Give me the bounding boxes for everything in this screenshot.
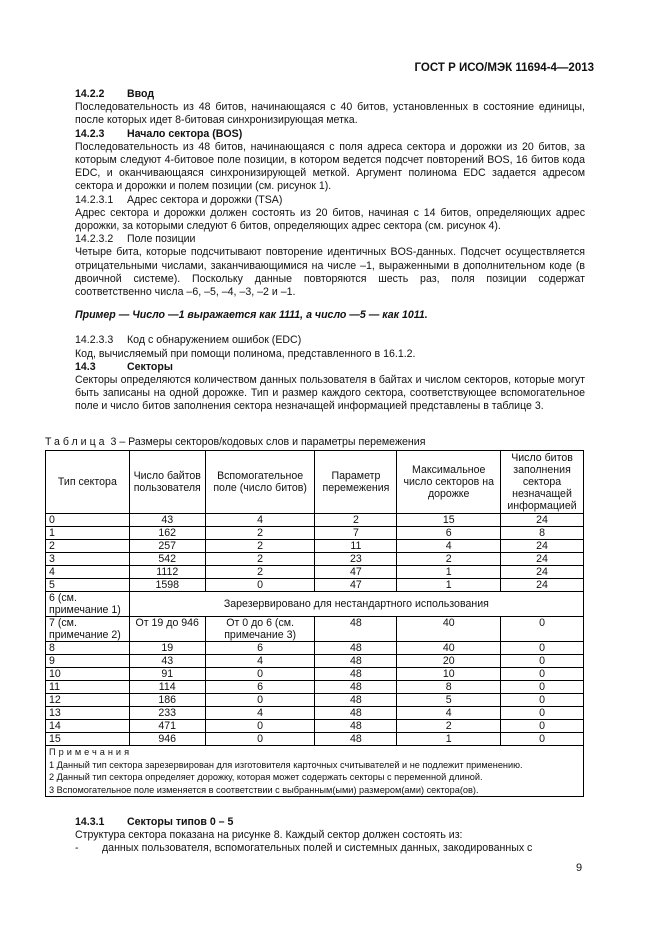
note-item: 1 Данный тип сектора зарезервирован для изготовителя карточных считывателей и не подлежит применению. <box>49 759 523 770</box>
table-cell: 2 <box>46 540 130 553</box>
table-cell: 3 <box>46 553 130 566</box>
section-title: Начало сектора (BOS) <box>127 127 243 140</box>
table-cell: 2 <box>397 720 501 733</box>
section-number: 14.2.3.1 <box>75 193 114 206</box>
table-cell: 6 <box>397 527 501 540</box>
table-cell: 186 <box>129 694 205 707</box>
section-title: Код с обнаружением ошибок (EDC) <box>127 334 302 347</box>
column-header: Число битов заполнения сектора незначащей информацией <box>501 451 584 514</box>
table-row <box>46 592 584 617</box>
section-number: 14.3 <box>75 360 96 373</box>
subsection-heading <box>75 233 585 246</box>
table-cell: 0 <box>205 720 315 733</box>
table-cell: 1 <box>46 527 130 540</box>
table-row <box>46 733 584 746</box>
paragraph: Адрес сектора и дорожки должен состоять из 20 битов, начиная с 14 битов, определяющих адрес дорожки, за которыми следуют 6 битов, определяющих адрес сектора (см. рисунок 4). <box>75 206 585 233</box>
table-cell: 43 <box>129 514 205 527</box>
main-text <box>75 88 585 414</box>
table-cell: 4 <box>46 566 130 579</box>
list-bullet: - <box>75 842 79 855</box>
table-cell: 24 <box>501 579 584 592</box>
table-cell: 0 <box>205 668 315 681</box>
table-cell: 23 <box>315 553 397 566</box>
table-cell: 48 <box>315 642 397 655</box>
table-cell: 8 <box>397 681 501 694</box>
table-cell: 0 <box>501 681 584 694</box>
table-cell: 10 <box>46 668 130 681</box>
subsection-heading <box>75 194 585 207</box>
table-cell: 5 <box>46 579 130 592</box>
table-cell: 48 <box>315 681 397 694</box>
table-cell: 6 <box>205 681 315 694</box>
table-cell: 1112 <box>129 566 205 579</box>
section-title: Ввод <box>127 88 155 100</box>
table-cell: 48 <box>315 668 397 681</box>
table-cell: 24 <box>501 514 584 527</box>
section-heading <box>75 361 585 374</box>
table-cell: 8 <box>46 642 130 655</box>
table-caption-text: 3 – Размеры секторов/кодовых слов и параметры перемежения <box>110 436 426 448</box>
table-cell: 4 <box>397 707 501 720</box>
table-cell: 40 <box>397 617 501 642</box>
table-cell: 0 <box>501 655 584 668</box>
table-cell: 0 <box>501 694 584 707</box>
table-cell: 8 <box>501 527 584 540</box>
table-cell: 7 <box>315 527 397 540</box>
column-header: Параметр перемежения <box>315 451 397 514</box>
table-row <box>46 707 584 720</box>
table-cell: 15 <box>46 733 130 746</box>
column-header: Вспомогательное поле (число битов) <box>205 451 315 514</box>
subsection-heading <box>75 334 585 347</box>
note-item: 2 Данный тип сектора определяет дорожку, которая может содержать секторы с переменной длиной. <box>49 772 483 783</box>
table-row <box>46 720 584 733</box>
table-cell: 2 <box>315 514 397 527</box>
table-cell: 0 <box>501 668 584 681</box>
table-row <box>46 553 584 566</box>
section-title: Секторы <box>127 360 173 373</box>
table-cell: 471 <box>129 720 205 733</box>
table-cell: 6 (см. примечание 1) <box>46 592 130 617</box>
table-row <box>46 694 584 707</box>
table-row <box>46 527 584 540</box>
table-cell: 1 <box>397 733 501 746</box>
table-row <box>46 579 584 592</box>
section-text <box>75 816 585 856</box>
table-cell: 19 <box>129 642 205 655</box>
table-cell: 4 <box>205 707 315 720</box>
table-cell: 162 <box>129 527 205 540</box>
table-cell: От 19 до 946 <box>129 617 205 642</box>
table-cell: 47 <box>315 566 397 579</box>
table-cell: 40 <box>397 642 501 655</box>
table-cell: 1 <box>397 566 501 579</box>
section-heading <box>75 88 585 101</box>
table-cell: 24 <box>501 553 584 566</box>
example-note: Пример — Число —1 выражается как 1111, а число —5 — как 1011. <box>75 309 428 322</box>
table-cell: 48 <box>315 733 397 746</box>
table-cell: 233 <box>129 707 205 720</box>
table-row <box>46 681 584 694</box>
table-cell: 24 <box>501 566 584 579</box>
column-header: Тип сектора <box>46 451 130 514</box>
section-heading <box>75 816 585 829</box>
table-cell: 4 <box>397 540 501 553</box>
section-heading <box>75 128 585 141</box>
table-cell: 14 <box>46 720 130 733</box>
section-title: Адрес сектора и дорожки (TSA) <box>127 193 283 206</box>
paragraph: Структура сектора показана на рисунке 8. Каждый сектор должен состоять из: <box>75 829 463 842</box>
column-header: Число байтов пользователя <box>129 451 205 514</box>
table-cell: 4 <box>205 655 315 668</box>
table-cell: 5 <box>397 694 501 707</box>
table-cell: 257 <box>129 540 205 553</box>
table-cell: 7 (см. примечание 2) <box>46 617 130 642</box>
list-item <box>75 842 585 855</box>
table-cell: 11 <box>46 681 130 694</box>
table-cell: 2 <box>397 553 501 566</box>
table-cell: 0 <box>205 579 315 592</box>
table-cell: От 0 до 6 (см. примечание 3) <box>205 617 315 642</box>
paragraph: Код, вычисляемый при помощи полинома, представленного в 16.1.2. <box>75 347 416 360</box>
table-cell: 0 <box>501 617 584 642</box>
paragraph: Четыре бита, которые подсчитывают повторение идентичных BOS-данных. Подсчет осуществляется отрицательными числами, заканчивающимися на числе –1, выраженными в дополнительном коде (в двоичной системе). Поскольку данные повторяются шесть раз, поля позиции содержат соответственно числа –6, –5, –4, –3, –2 и –1. <box>75 246 585 299</box>
table-cell: 48 <box>315 655 397 668</box>
table-row <box>46 617 584 642</box>
table-cell: 2 <box>205 540 315 553</box>
table-cell: 20 <box>397 655 501 668</box>
table-cell: 12 <box>46 694 130 707</box>
table-cell: 48 <box>315 707 397 720</box>
table-cell: 91 <box>129 668 205 681</box>
table-row <box>46 566 584 579</box>
table-cell: 48 <box>315 617 397 642</box>
table-cell: 48 <box>315 720 397 733</box>
table-row <box>46 668 584 681</box>
table-cell: 43 <box>129 655 205 668</box>
table-cell: 2 <box>205 566 315 579</box>
table-notes <box>46 746 584 797</box>
table-cell: Зарезервировано для нестандартного использования <box>129 592 583 617</box>
list-item-text: данных пользователя, вспомогательных полей и системных данных, закодированных с <box>102 842 533 855</box>
table-cell: 47 <box>315 579 397 592</box>
page-number: 9 <box>576 862 583 874</box>
section-number: 14.2.3 <box>75 127 105 140</box>
table-cell: 0 <box>501 733 584 746</box>
table-cell: 13 <box>46 707 130 720</box>
sector-table <box>45 450 584 797</box>
table-row <box>46 540 584 553</box>
column-header: Максимальное число секторов на дорожке <box>397 451 501 514</box>
table-cell: 1598 <box>129 579 205 592</box>
section-number: 14.2.3.2 <box>75 233 114 246</box>
section-number: 14.2.2 <box>75 88 105 100</box>
table-cell: 4 <box>205 514 315 527</box>
section-title: Секторы типов 0 – 5 <box>127 816 234 828</box>
table-cell: 0 <box>501 707 584 720</box>
table-notes-row <box>46 746 584 797</box>
table-cell: 10 <box>397 668 501 681</box>
table-cell: 946 <box>129 733 205 746</box>
table-cell: 1 <box>397 579 501 592</box>
section-number: 14.3.1 <box>75 816 105 828</box>
table-cell: 0 <box>501 642 584 655</box>
table-cell: 0 <box>205 733 315 746</box>
table-cell: 6 <box>205 642 315 655</box>
notes-title: Примечания <box>49 747 133 757</box>
table-cell: 542 <box>129 553 205 566</box>
table-row <box>46 642 584 655</box>
table-cell: 114 <box>129 681 205 694</box>
note-item: 3 Вспомогательное поле изменяется в соответствии с выбранным(ыми) размером(ами) сектора(ов). <box>49 784 479 795</box>
table-cell: 48 <box>315 694 397 707</box>
paragraph: Секторы определяются количеством данных пользователя в байтах и числом секторов, которые могут быть записаны на одной дорожке. Тип и размер каждого сектора, соответствующее вспомогательное поле и число битов заполнения сектора незначащей информацией представлены в таблице 3. <box>75 374 585 413</box>
section-number: 14.2.3.3 <box>75 334 114 347</box>
document-header: ГОСТ Р ИСО/МЭК 11694-4—2013 <box>414 62 594 74</box>
paragraph: Последовательность из 48 битов, начинающаяся с поля адреса сектора и дорожки из 20 битов, за которым следуют 4-битовое поле позиции, в котором ведется подсчет повторений BOS, 16 битов кода EDC, и оканчивающаяся синхронизирующей меткой. Аргумент полинома EDC задается адресом сектора и дорожки и полем позиции (см. рисунок 1). <box>75 140 585 193</box>
table-cell: 24 <box>501 540 584 553</box>
table-header-row <box>46 451 584 514</box>
table-row <box>46 514 584 527</box>
table-cell: 9 <box>46 655 130 668</box>
table-cell: 15 <box>397 514 501 527</box>
table-row <box>46 655 584 668</box>
table-caption-word: Таблица <box>45 436 108 448</box>
section-title: Поле позиции <box>127 233 196 246</box>
table-caption <box>45 436 425 448</box>
table-cell: 0 <box>46 514 130 527</box>
table-cell: 11 <box>315 540 397 553</box>
table-cell: 0 <box>205 694 315 707</box>
table-cell: 2 <box>205 553 315 566</box>
paragraph: Последовательность из 48 битов, начинающаяся с 40 битов, установленных в состояние единицы, после которых идет 8-битовая синхронизирующая метка. <box>75 101 585 127</box>
table-cell: 0 <box>501 720 584 733</box>
table-cell: 2 <box>205 527 315 540</box>
